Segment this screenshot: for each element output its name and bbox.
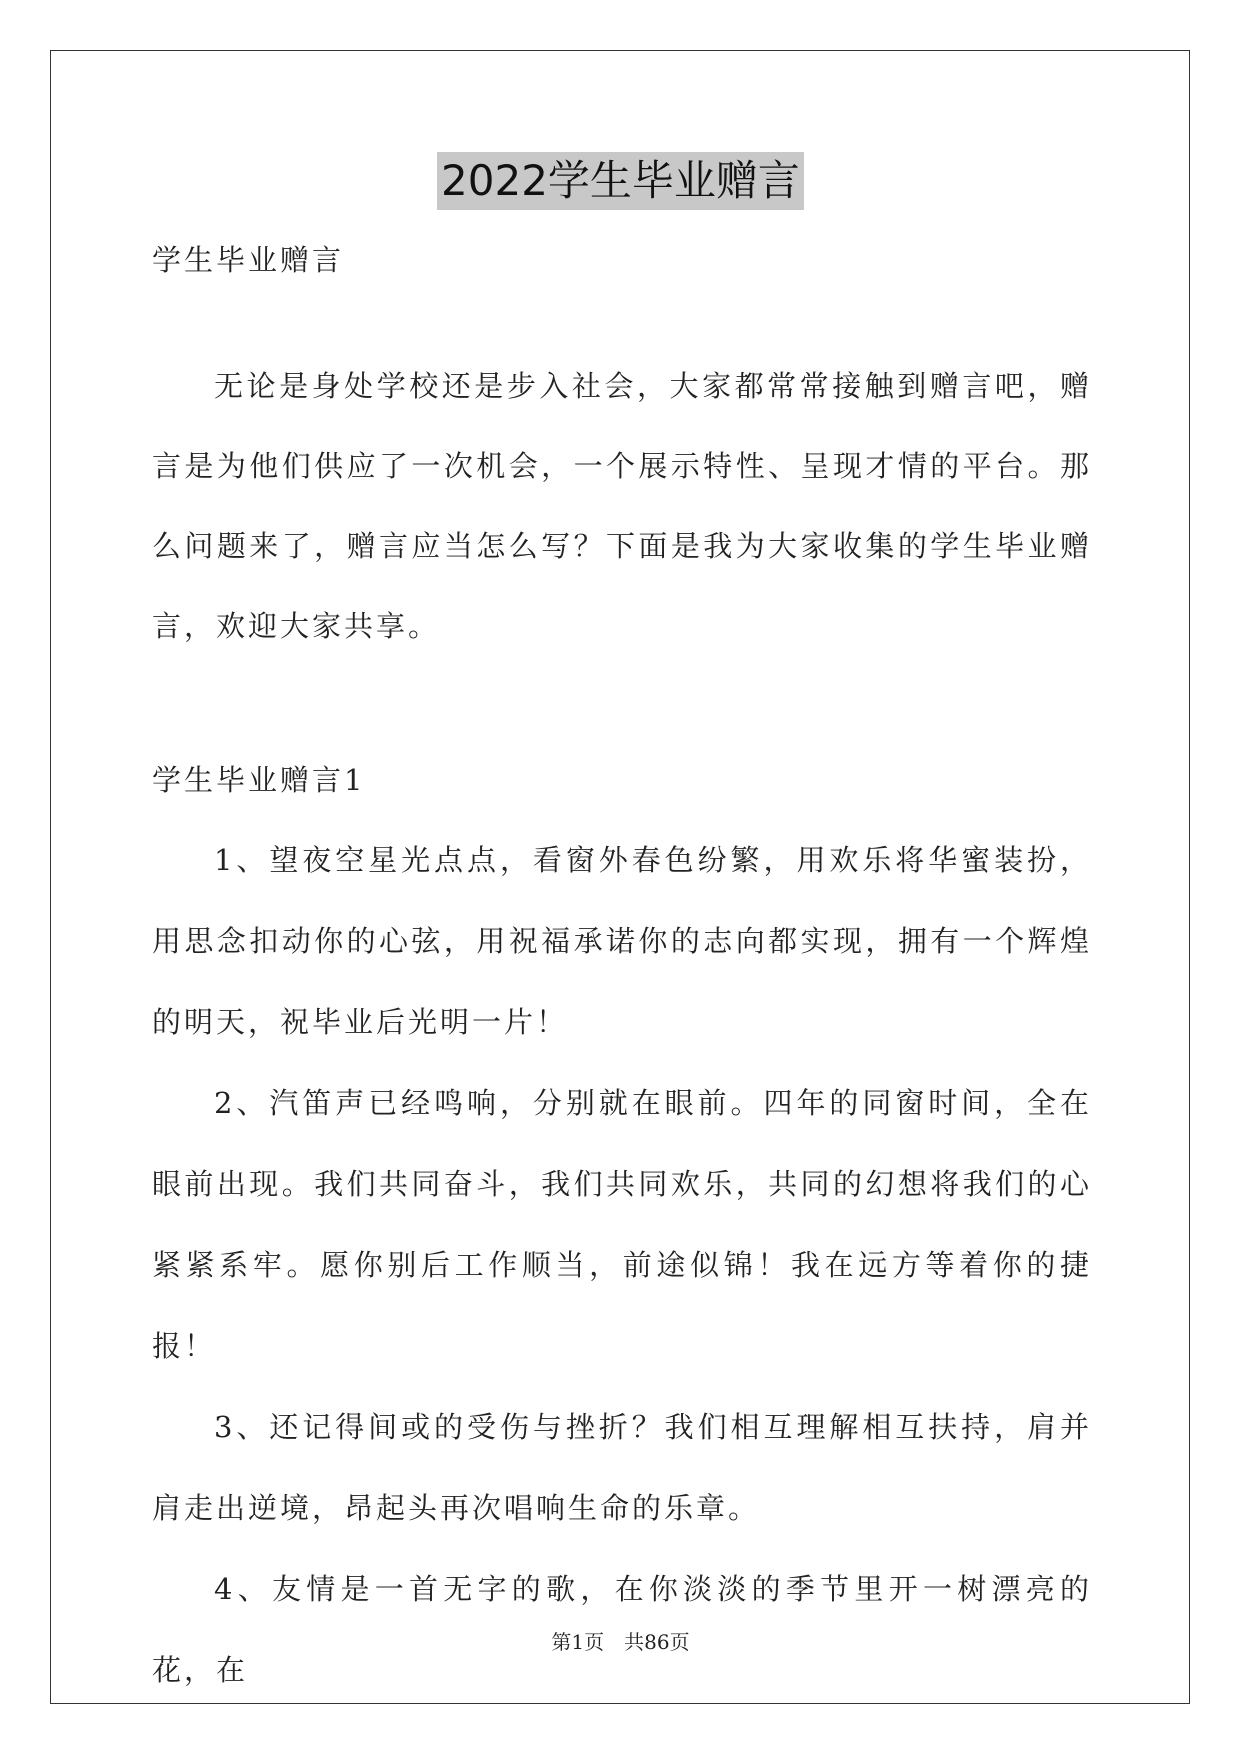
page-footer (0, 1626, 1241, 1655)
document-subtitle: 学生毕业赠言 (152, 243, 345, 277)
page-total: 共86页 (624, 1630, 690, 1654)
section-heading: 学生毕业赠言1 (152, 763, 366, 797)
intro-paragraph: 无论是身处学校还是步入社会，大家都常常接触到赠言吧，赠言是为他们供应了一次机会，一个展示特性、呈现才情的平台。那么问题来了，赠言应当怎么写？下面是我为大家收集的学生毕业赠言，欢迎大家共享。 (152, 369, 1092, 643)
page-number: 第1页 (551, 1630, 605, 1654)
title-container (0, 152, 1241, 210)
farewell-list (152, 820, 1092, 1711)
farewell-item: 4、友情是一首无字的歌，在你淡淡的季节里开一树漂亮的花，在 (152, 1572, 1092, 1687)
document-title: 2022学生毕业赠言 (437, 152, 804, 210)
farewell-item: 3、还记得间或的受伤与挫折？我们相互理解相互扶持，肩并肩走出逆境，昂起头再次唱响生命的乐章。 (152, 1410, 1092, 1525)
farewell-item: 2、汽笛声已经鸣响，分别就在眼前。四年的同窗时间，全在眼前出现。我们共同奋斗，我们共同欢乐，共同的幻想将我们的心紧紧系牢。愿你别后工作顺当，前途似锦！我在远方等着你的捷报！ (152, 1086, 1092, 1363)
farewell-item: 1、望夜空星光点点，看窗外春色纷繁，用欢乐将华蜜装扮，用思念扣动你的心弦，用祝福承诺你的志向都实现，拥有一个辉煌的明天，祝毕业后光明一片！ (152, 843, 1092, 1039)
